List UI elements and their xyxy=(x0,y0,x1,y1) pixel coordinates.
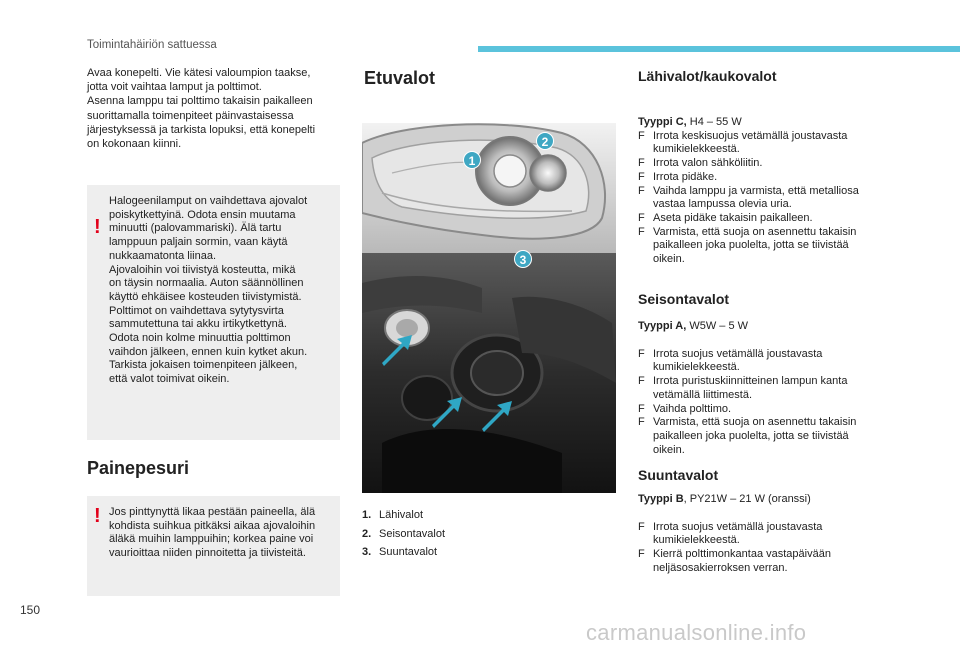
warning-line: on täysin normaalia. Auton säännöllinen xyxy=(109,277,304,290)
warning-box-washer xyxy=(87,496,340,596)
step-line: Irrota suojus vetämällä joustavasta xyxy=(653,520,823,533)
step-item xyxy=(638,416,898,457)
bullet-icon: F xyxy=(638,184,645,197)
step-line: Kierrä polttimonkantaa vastapäivään xyxy=(653,548,831,561)
step-item xyxy=(638,348,898,375)
headlight-photo xyxy=(362,123,616,493)
step-line: kumikielekkeestä. xyxy=(653,361,740,374)
bullet-icon: F xyxy=(638,170,645,183)
section-title-suuntavalot: Suuntavalot xyxy=(638,467,719,483)
warning-line: vaurioittaa niiden pinnoitetta ja tiivisteitä. xyxy=(109,547,306,560)
step-item xyxy=(638,375,898,402)
step-item xyxy=(638,521,898,548)
step-line: kumikielekkeestä. xyxy=(653,143,740,156)
intro-text xyxy=(87,66,342,151)
callout-3: 3 xyxy=(514,250,532,268)
warning-line: että valot toimivat oikein. xyxy=(109,373,230,386)
warning-box-halogen xyxy=(87,185,340,440)
legend-item: 1. Lähivalot xyxy=(362,509,424,521)
callout-1: 1 xyxy=(463,151,481,169)
step-line: Irrota valon sähköliitin. xyxy=(653,157,763,170)
step-line: neljäsosakierroksen verran. xyxy=(653,561,788,574)
section-header: Toimintahäiriön sattuessa xyxy=(87,39,217,51)
warning-line: Tarkista jokaisen toimenpiteen jälkeen, xyxy=(109,359,298,372)
step-item xyxy=(638,157,898,171)
step-item xyxy=(638,212,898,226)
watermark: carmanualsonline.info xyxy=(586,620,807,645)
seisontavalot-content xyxy=(638,320,898,457)
suuntavalot-content xyxy=(638,493,898,576)
section-title-lahivalot: Lähivalot/kaukovalot xyxy=(638,68,777,84)
step-line: paikalleen joka puolelta, jotta se tiivistää xyxy=(653,239,849,252)
steps-list xyxy=(638,521,898,576)
step-item xyxy=(638,226,898,267)
bullet-icon: F xyxy=(638,416,645,429)
bullet-icon: F xyxy=(638,375,645,388)
warning-line: Jos pinttynyttä likaa pestään paineella, älä xyxy=(109,506,316,518)
warning-line: Odota noin kolme minuuttia polttimon xyxy=(109,332,291,345)
warning-text xyxy=(109,195,330,387)
bullet-icon: F xyxy=(638,211,645,224)
step-line: vetämällä liittimestä. xyxy=(653,388,753,401)
step-line: kumikielekkeestä. xyxy=(653,534,740,547)
step-item xyxy=(638,171,898,185)
step-line: oikein. xyxy=(653,443,685,456)
section-title-etuvalot: Etuvalot xyxy=(364,68,436,88)
warning-line: lamppuun paljain sormin, vaan käytä xyxy=(109,236,288,249)
warning-line: minuutti (palovammariski). Älä tartu xyxy=(109,222,282,235)
step-line: Varmista, että suoja on asennettu takaisin xyxy=(653,225,857,238)
bullet-icon: F xyxy=(638,347,645,360)
step-line: paikalleen joka puolelta, jotta se tiivistää xyxy=(653,429,849,442)
bullet-icon: F xyxy=(638,402,645,415)
step-line: Vaihda polttimo. xyxy=(653,402,732,415)
section-title-painepesuri: Painepesuri xyxy=(87,458,190,478)
step-line: Irrota puristuskiinnitteinen lampun kanta xyxy=(653,375,848,388)
warning-line: Ajovaloihin voi tiivistyä kosteutta, mikä xyxy=(109,263,296,276)
intro-line: Asenna lamppu tai polttimo takaisin paikalleen xyxy=(87,95,313,108)
bullet-icon: F xyxy=(638,548,645,561)
warning-line: äläkä muihin lamppuihin; korkea paine voi xyxy=(109,533,314,546)
warning-line: kohdista suihkua pitkäksi aikaa ajovaloihin xyxy=(109,519,316,532)
warning-line: Polttimot on vaihdettava sytytysvirta xyxy=(109,304,284,317)
step-item xyxy=(638,403,898,417)
warning-line: poiskytkettyinä. Odota ensin muutama xyxy=(109,208,296,221)
legend-item: 2. Seisontavalot xyxy=(362,527,446,540)
lahivalot-content xyxy=(638,116,898,267)
header-accent-bar xyxy=(478,46,960,52)
intro-line: suorittamalla toimenpiteet päinvastaisessa xyxy=(87,109,294,122)
warning-line: vaihdon jälkeen, ennen kuin kytket akun. xyxy=(109,345,308,358)
steps-list xyxy=(638,348,898,458)
step-line: Vaihda lamppu ja varmista, että metalliosa xyxy=(653,184,859,197)
headlight-illustration xyxy=(362,123,616,493)
warning-line: Halogeenilamput on vaihdettava ajovalot xyxy=(109,195,308,207)
bullet-icon: F xyxy=(638,157,645,170)
step-line: Varmista, että suoja on asennettu takaisin xyxy=(653,416,857,429)
bullet-icon: F xyxy=(638,520,645,533)
intro-line: Avaa konepelti. Vie kätesi valoumpion taakse, xyxy=(87,67,311,79)
bullet-icon: F xyxy=(638,129,645,142)
step-line: Irrota keskisuojus vetämällä joustavasta xyxy=(653,129,848,142)
photo-legend xyxy=(362,506,445,562)
section-title-seisontavalot: Seisontavalot xyxy=(638,291,730,307)
step-line: vastaa lampussa olevia uria. xyxy=(653,198,792,211)
warning-line: nukkaamatonta liinaa. xyxy=(109,249,217,262)
warning-line: sammutettuna tai akku irtikytkettynä. xyxy=(109,318,287,331)
bulb-type: Tyyppi C, H4 – 55 W xyxy=(638,116,742,128)
warning-icon: ! xyxy=(94,505,101,527)
step-line: Aseta pidäke takaisin paikalleen. xyxy=(653,211,813,224)
intro-line: on kokonaan kiinni. xyxy=(87,138,182,151)
step-item xyxy=(638,548,898,575)
step-line: oikein. xyxy=(653,253,685,266)
warning-text xyxy=(109,506,330,561)
callout-2: 2 xyxy=(536,132,554,150)
steps-list xyxy=(638,130,898,267)
bulb-type: Tyyppi A, W5W – 5 W xyxy=(638,320,749,332)
step-item xyxy=(638,130,898,157)
warning-line: käyttö ehkäisee kosteuden tiivistymistä. xyxy=(109,290,302,303)
intro-line: jotta voit vaihtaa lamput ja polttimot. xyxy=(87,81,262,94)
bulb-type: Tyyppi B, PY21W – 21 W (oranssi) xyxy=(638,493,811,505)
warning-icon: ! xyxy=(94,216,101,238)
step-line: Irrota suojus vetämällä joustavasta xyxy=(653,347,823,360)
bullet-icon: F xyxy=(638,225,645,238)
page-number: 150 xyxy=(20,603,41,617)
step-item xyxy=(638,185,898,212)
intro-line: järjestyksessä ja tarkista lopuksi, että konepelti xyxy=(87,123,316,136)
legend-item: 3. Suuntavalot xyxy=(362,546,438,558)
step-line: Irrota pidäke. xyxy=(653,170,718,183)
